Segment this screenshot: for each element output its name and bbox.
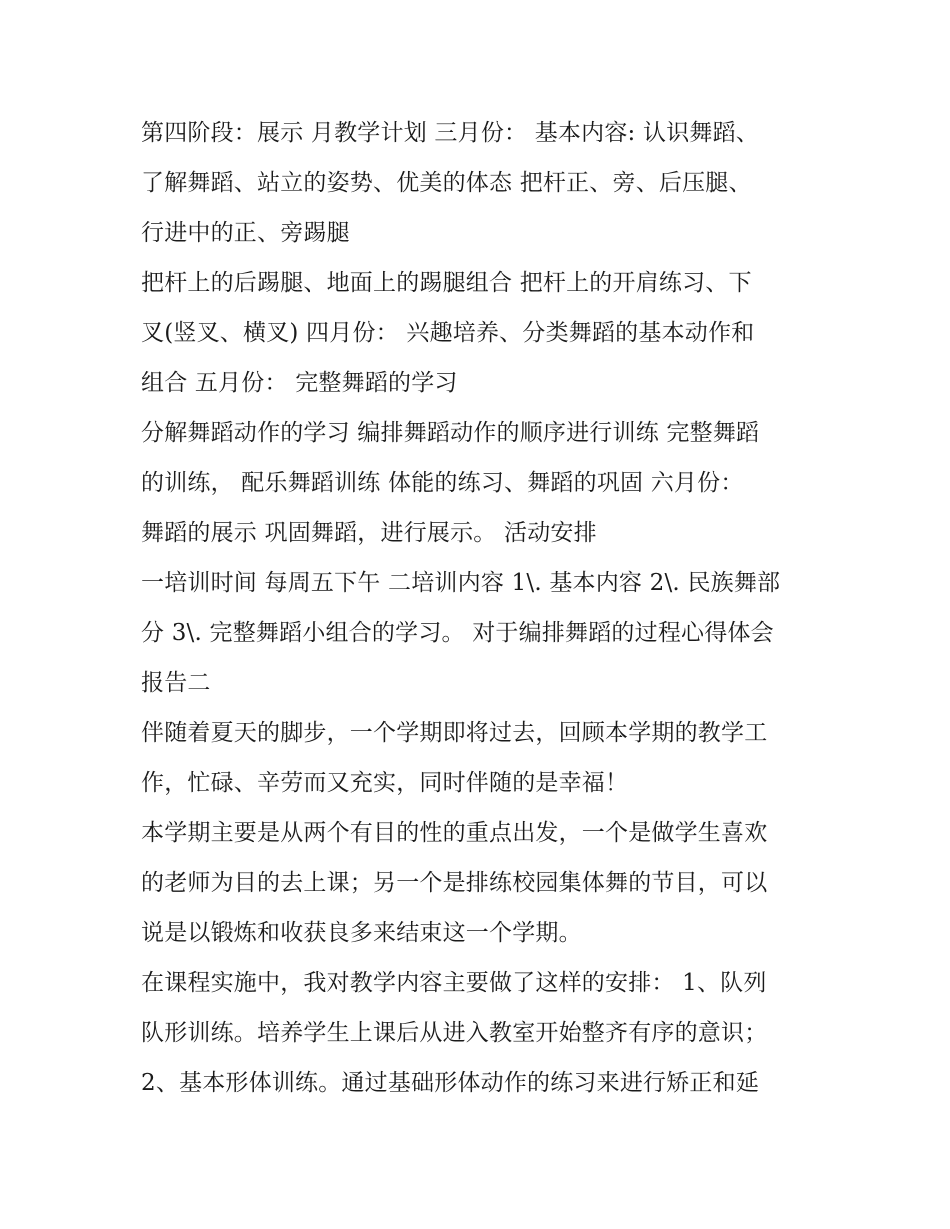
text-line: 叉(竖叉、横叉) 四月份： 兴趣培养、分类舞蹈的基本动作和 — [141, 320, 755, 346]
text-line: 第四阶段：展示 月教学计划 三月份： 基本内容: 认识舞蹈、 — [141, 120, 759, 146]
text-line: 2、基本形体训练。通过基础形体动作的练习来进行矫正和延 — [141, 1070, 760, 1096]
text-line: 一培训时间 每周五下午 二培训内容 1\. 基本内容 2\. 民族舞部 — [141, 570, 781, 596]
text-line: 的老师为目的去上课；另一个是排练校园集体舞的节目，可以 — [141, 870, 768, 896]
text-line: 舞蹈的展示 巩固舞蹈，进行展示。 活动安排 — [141, 520, 597, 546]
document-body — [141, 108, 821, 1108]
text-line: 组合 五月份： 完整舞蹈的学习 — [141, 370, 458, 396]
text-line: 把杆上的后踢腿、地面上的踢腿组合 把杆上的开肩练习、下 — [141, 270, 752, 296]
text-line: 了解舞蹈、站立的姿势、优美的体态 把杆正、旁、后压腿、 — [141, 170, 752, 196]
text-line: 伴随着夏天的脚步，一个学期即将过去，回顾本学期的教学工 — [141, 720, 768, 746]
text-line: 报告二 — [141, 670, 211, 696]
text-line: 本学期主要是从两个有目的性的重点出发，一个是做学生喜欢 — [141, 820, 768, 846]
text-line: 行进中的正、旁踢腿 — [141, 220, 350, 246]
text-line: 的训练， 配乐舞蹈训练 体能的练习、舞蹈的巩固 六月份： — [141, 470, 744, 496]
text-line: 分解舞蹈动作的学习 编排舞蹈动作的顺序进行训练 完整舞蹈 — [141, 420, 760, 446]
text-line: 分 3\. 完整舞蹈小组合的学习。 对于编排舞蹈的过程心得体会 — [141, 620, 774, 646]
text-line: 说是以锻炼和收获良多来结束这一个学期。 — [141, 920, 582, 946]
text-line: 在课程实施中，我对教学内容主要做了这样的安排： 1、队列 — [141, 970, 767, 996]
text-line: 作，忙碌、辛劳而又充实，同时伴随的是幸福！ — [141, 770, 629, 796]
text-line: 队形训练。培养学生上课后从进入教室开始整齐有序的意识； — [141, 1020, 768, 1046]
